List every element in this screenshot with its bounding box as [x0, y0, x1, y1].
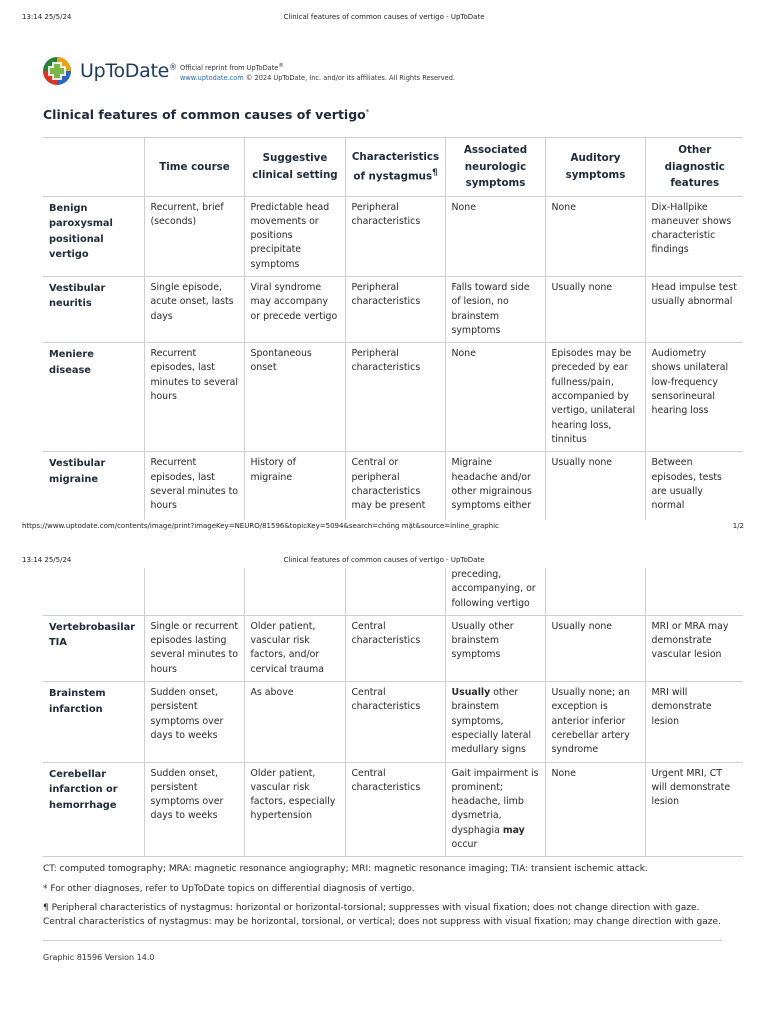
column-header-other-features: Other diagnostic features	[645, 138, 743, 197]
table-cell: Usually none	[545, 615, 645, 681]
table-cell: Peripheral characteristics	[345, 343, 445, 452]
brand-name: UpToDate®	[80, 60, 177, 82]
table-cell: Gait impairment is prominent; headache, limb dysmetria, dysphagia may occur	[445, 762, 545, 857]
table-cell: Usually none	[545, 452, 645, 520]
uptodate-globe-icon	[42, 56, 72, 86]
print-header	[0, 13, 768, 23]
vertigo-table-page1	[43, 137, 743, 520]
vertigo-table-page2	[43, 568, 743, 857]
print-header-page2	[0, 556, 768, 566]
table-cell: MRI will demonstrate lesion	[645, 682, 743, 762]
column-header-clinical-setting: Suggestive clinical setting	[244, 138, 345, 197]
column-header-auditory: Auditory symptoms	[545, 138, 645, 197]
print-timestamp: 13:14 25/5/24	[22, 13, 72, 21]
table-cell: Older patient, vascular risk factors, and/or cervical trauma	[244, 615, 345, 681]
print-timestamp: 13:14 25/5/24	[22, 556, 72, 564]
column-header-time-course: Time course	[144, 138, 244, 197]
print-doc-title: Clinical features of common causes of vertigo - UpToDate	[283, 13, 485, 21]
table-row	[43, 452, 743, 520]
graphic-version: Graphic 81596 Version 14.0	[43, 953, 155, 962]
table-cell	[545, 568, 645, 615]
table-cell: Single episode, acute onset, lasts days	[144, 276, 244, 342]
column-header-empty	[43, 138, 144, 197]
table-cell: Falls toward side of lesion, no brainstem symptoms	[445, 276, 545, 342]
uptodate-logo	[42, 56, 177, 86]
table-cell: Usually none; an exception is anterior inferior cerebellar artery syndrome	[545, 682, 645, 762]
nystagmus-note-peripheral: ¶ Peripheral characteristics of nystagmus: horizontal or horizontal-torsional; suppresses with visual fixation; does not change direction with gaze.	[43, 903, 700, 913]
print-doc-title: Clinical features of common causes of vertigo - UpToDate	[283, 556, 485, 564]
table-cell: Peripheral characteristics	[345, 276, 445, 342]
table-cell: Spontaneous onset	[244, 343, 345, 452]
table-cell: History of migraine	[244, 452, 345, 520]
table-cell	[345, 568, 445, 615]
table-cell: Recurrent episodes, last several minutes to hours	[144, 452, 244, 520]
table-cell: Central characteristics	[345, 762, 445, 857]
reprint-notice: Official reprint from UpToDate® www.uptodate.com © 2024 UpToDate, Inc. and/or its affiliates. All Rights Reserved.	[180, 63, 455, 83]
table-row	[43, 682, 743, 762]
footnotes	[43, 863, 733, 935]
table-cell: Urgent MRI, CT will demonstrate lesion	[645, 762, 743, 857]
abbreviations-note: CT: computed tomography; MRA: magnetic resonance angiography; MRI: magnetic resonance imaging; TIA: transient ischemic attack.	[43, 864, 648, 874]
table-cell: Sudden onset, persistent symptoms over days to weeks	[144, 762, 244, 857]
table-cell: Central or peripheral characteristics may be present	[345, 452, 445, 520]
table-cell	[645, 568, 743, 615]
table-row	[43, 196, 743, 276]
table-row	[43, 276, 743, 342]
row-label: Cerebellar infarction or hemorrhage	[43, 762, 144, 857]
page-number: 1/2	[732, 522, 744, 530]
table-row	[43, 615, 743, 681]
divider	[43, 940, 722, 941]
table-cell: preceding, accompanying, or following vertigo	[445, 568, 545, 615]
row-label: Meniere disease	[43, 343, 144, 452]
table-cell: Dix-Hallpike maneuver shows characteristic findings	[645, 196, 743, 276]
row-label: Vestibular neuritis	[43, 276, 144, 342]
table-cell: MRI or MRA may demonstrate vascular lesion	[645, 615, 743, 681]
row-label: Brainstem infarction	[43, 682, 144, 762]
table-cell: Single or recurrent episodes lasting several minutes to hours	[144, 615, 244, 681]
table-cell: Sudden onset, persistent symptoms over days to weeks	[144, 682, 244, 762]
copyright-text: © 2024 UpToDate, Inc. and/or its affiliates. All Rights Reserved.	[245, 74, 455, 83]
table-cell: Central characteristics	[345, 615, 445, 681]
print-url-link[interactable]: https://www.uptodate.com/contents/image/print?imageKey=NEURO/81596&topicKey=5094&search=chóng mặt&source=inline_graphic	[22, 522, 499, 530]
table-cell: Peripheral characteristics	[345, 196, 445, 276]
table-cell: None	[545, 762, 645, 857]
table-cell	[244, 568, 345, 615]
table-cell: None	[445, 343, 545, 452]
table-cell: Between episodes, tests are usually normal	[645, 452, 743, 520]
column-header-nystagmus: Characteristics of nystagmus¶	[345, 138, 445, 197]
table-row	[43, 343, 743, 452]
table-cell: Audiometry shows unilateral low-frequency sensorineural hearing loss	[645, 343, 743, 452]
table-header-row	[43, 138, 743, 197]
table-cell: None	[445, 196, 545, 276]
row-label: Benign paroxysmal positional vertigo	[43, 196, 144, 276]
table-cell: Predictable head movements or positions precipitate symptoms	[244, 196, 345, 276]
table-row-continuation	[43, 568, 743, 615]
table-row	[43, 762, 743, 857]
table-cell: Central characteristics	[345, 682, 445, 762]
table-cell: Viral syndrome may accompany or precede vertigo	[244, 276, 345, 342]
other-diagnoses-note: * For other diagnoses, refer to UpToDate topics on differential diagnosis of vertigo.	[43, 883, 415, 894]
print-footer	[0, 522, 768, 532]
table-cell: Usually other brainstem symptoms	[445, 615, 545, 681]
nystagmus-note-central: Central characteristics of nystagmus: may be horizontal, torsional, or vertical; does not suppress with visual fixation; may change direction with gaze.	[43, 916, 721, 927]
column-header-neurologic: Associated neurologic symptoms	[445, 138, 545, 197]
table-cell	[43, 568, 144, 615]
table-cell: Migraine headache and/or other migrainous symptoms either	[445, 452, 545, 520]
table-cell: Head impulse test usually abnormal	[645, 276, 743, 342]
uptodate-site-link[interactable]: www.uptodate.com	[180, 74, 244, 83]
table-cell	[144, 568, 244, 615]
table-cell: None	[545, 196, 645, 276]
table-cell: Usually other brainstem symptoms, especially lateral medullary signs	[445, 682, 545, 762]
table-cell: Recurrent, brief (seconds)	[144, 196, 244, 276]
table-cell: As above	[244, 682, 345, 762]
table-cell: Older patient, vascular risk factors, especially hypertension	[244, 762, 345, 857]
row-label: Vestibular migraine	[43, 452, 144, 520]
table-cell: Recurrent episodes, last minutes to several hours	[144, 343, 244, 452]
row-label: Vertebrobasilar TIA	[43, 615, 144, 681]
graphic-title: Clinical features of common causes of vertigo*	[43, 107, 370, 122]
table-cell: Usually none	[545, 276, 645, 342]
table-cell: Episodes may be preceded by ear fullness/pain, accompanied by vertigo, unilateral hearing loss, tinnitus	[545, 343, 645, 452]
